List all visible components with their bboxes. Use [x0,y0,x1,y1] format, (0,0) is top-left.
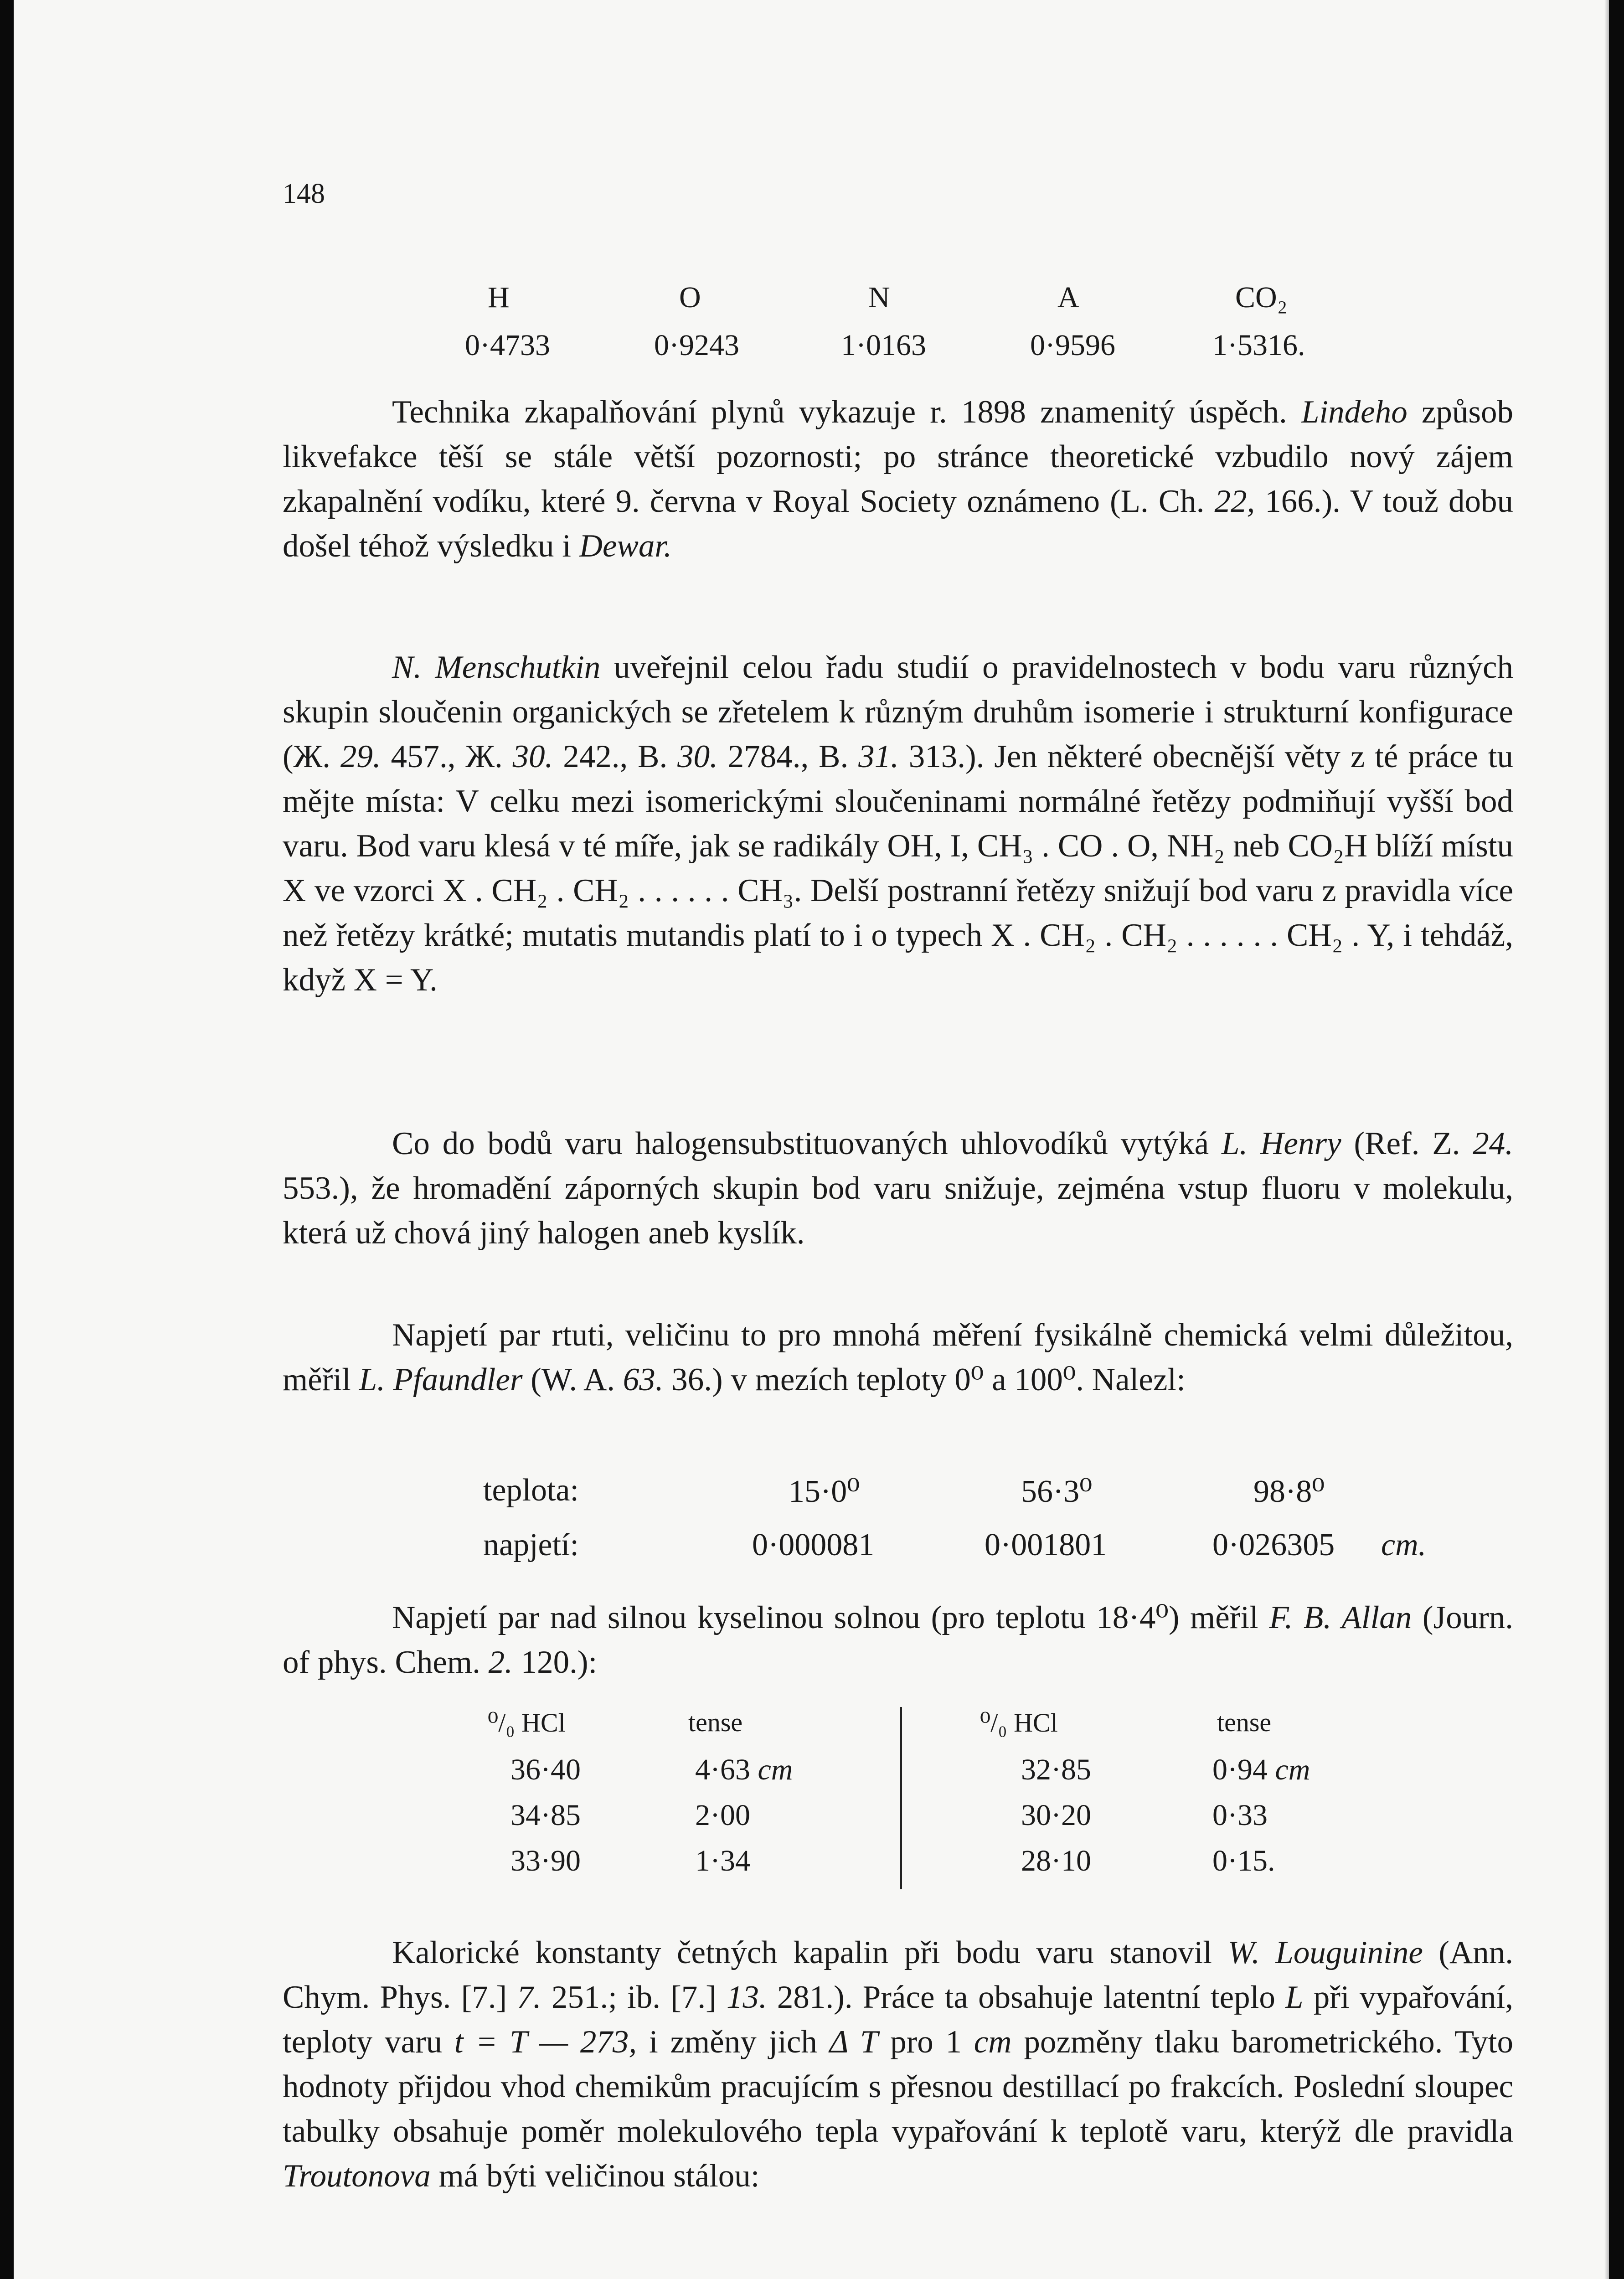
gas-header: CO₂ [1235,281,1288,314]
unit-cm: cm [758,1753,793,1786]
temperature-value: 15·0⁰ [789,1474,860,1509]
hcl-tense: 0·33 [1212,1799,1268,1832]
para1-text: 166.). V touž dobu došel téhož výsledku i [283,484,1513,564]
para2-text: uveřejnil celou řadu studií o pravidelnostech v bodu varu různých skupin sloučenin organických se zřetelem k různým druhům isomerie i strukturní konfigurace (Ж. [283,650,1514,774]
gas-header: H [488,281,510,314]
para4-text: (W. A. [522,1362,623,1397]
hcl-tense [695,1753,793,1787]
para3-text: Co do bodů varu halogensubstituovaných uhlovodíků vytýká [392,1126,1222,1161]
para6-text: (Ann. Chym. Phys. [7.] [283,1935,1514,2015]
author-trouton: Troutonova [283,2158,431,2194]
para2-text: 313.). Jen některé obecnější věty z té práce tu mějte místa: V celku mezi isomerickými sloučeninami normálné řetězy podmiňují vyšší bod varu. Bod varu klesá v té míře, jak se radikály OH, I, CH₃ . CO . O, NH₂ neb CO₂H blíží místu X ve vzorci X . CH₂ . CH₂ . . . . . . CH₃. Delší postranní řetězy snižují bod varu z pravidla více než řetězy krátké; mutatis mutandis platí to i o typech X . CH₂ . CH₂ . . . . . . CH₂ . Y, i tehdáž, když X = Y. [283,739,1513,998]
paragraph-henry [283,1121,1513,1255]
para2-text: 2784., B. [717,739,859,774]
para6-text: Kalorické konstanty četných kapalin při bodu varu stanovil [392,1935,1228,1970]
author-allan: F. B. Allan [1269,1600,1412,1635]
ref-volume: 24. [1473,1126,1513,1161]
para5-text: Napjetí par nad silnou kyselinou solnou (pro teplotu 18·4⁰) měřil [392,1600,1269,1635]
paragraph-technika [283,390,1513,568]
para4-text: 36.) v mezích teploty 0⁰ a 100⁰. Nalezl: [663,1362,1186,1397]
para5-text: 120.): [512,1645,598,1680]
hcl-tense: 1·34 [695,1844,750,1877]
hcl-pct: 33·90 [510,1844,581,1877]
para3-text: (Ref. Z. [1341,1126,1473,1161]
unit-cm: cm [974,2024,1012,2060]
formula-temperature: t = T — 273, [454,2024,637,2060]
row-label-napjeti: napjetí: [483,1527,579,1562]
author-dewar: Dewar. [579,528,672,564]
para6-text: 281.). Práce ta obsahuje latentní teplo [767,1980,1286,2015]
page-edge-shadow [1604,0,1609,2279]
gas-value: 0·4733 [465,329,550,362]
pressure-value: 0·026305 [1212,1527,1335,1562]
tense-value: 0·94 [1212,1753,1268,1786]
hcl-pct: 30·20 [1021,1799,1091,1832]
hcl-pct: 34·85 [510,1799,581,1832]
author-lindeho: Lindeho [1301,394,1407,430]
para2-text: 242., B. [553,739,678,774]
symbol-delta-t: Δ T [829,2024,878,2060]
hcl-pct: 36·40 [510,1753,581,1786]
para6-text: při vypařování, teploty varu [283,1980,1513,2060]
para3-text: 553.), že hromadění záporných skupin bod varu snižuje, zejména vstup fluoru v molekulu, která už chová jiný halogen aneb kyslík. [283,1170,1513,1251]
unit-cm: cm. [1381,1527,1427,1562]
paragraph-pfaundler [283,1313,1513,1402]
pressure-value: 0·001801 [985,1527,1107,1562]
ref-volume: 7. [517,1980,541,2015]
gas-value: 0·9243 [654,329,739,362]
author-henry: L. Henry [1222,1126,1341,1161]
author-pfaundler: L. Pfaundler [359,1362,523,1397]
hcl-tense: 2·00 [695,1799,750,1832]
hcl-pct: 28·10 [1021,1844,1091,1877]
hcl-tense [1212,1753,1310,1787]
header-tense: tense [688,1707,743,1737]
ref-volume: 30. [677,739,718,774]
para2-text: 457., Ж. [381,739,513,774]
author-louguinine: W. Louguinine [1227,1935,1423,1970]
paragraph-menschutkin [283,645,1513,1002]
para4-text: Napjetí par rtuti, veličinu to pro mnohá měření fysikálně chemická velmi důležitou, měřil [283,1317,1513,1397]
gas-value: 0·9596 [1030,329,1115,362]
gas-header: A [1057,281,1079,314]
unit-cm: cm [1275,1753,1310,1786]
gas-header: O [679,281,701,314]
paragraph-allan [283,1595,1513,1685]
gas-value: 1·0163 [841,329,926,362]
table-divider [900,1707,902,1889]
para6-text: má býti veličinou stálou: [430,2158,760,2194]
author-menschutkin: N. Menschutkin [392,650,601,685]
header-tense: tense [1217,1707,1272,1737]
temperature-value: 56·3⁰ [1021,1474,1093,1509]
ref-volume: 30. [512,739,553,774]
pressure-value: 0·000081 [752,1527,875,1562]
row-label-teplota: teplota: [483,1473,579,1508]
ref-volume: 63. [623,1362,664,1397]
page-number: 148 [283,178,325,209]
ref-volume: 31. [858,739,899,774]
para6-text: 251.; ib. [7.] [541,1980,727,2015]
header-pct-hcl: ⁰/₀ HCl [980,1708,1058,1738]
tense-value: 4·63 [695,1753,750,1786]
para6-text: i změny jich [637,2024,830,2060]
hcl-tense: 0·15. [1212,1844,1275,1877]
para1-text: Technika zkapalňování plynů vykazuje r. 1898 znamenitý úspěch. [392,394,1301,430]
paragraph-louguinine [283,1930,1513,2198]
book-page [14,0,1609,2279]
ref-volume: 29. [340,739,381,774]
hcl-pct: 32·85 [1021,1753,1091,1786]
temperature-value: 98·8⁰ [1253,1474,1325,1509]
para5-text: (Journ. of phys. Chem. [283,1600,1513,1680]
para6-text: pozměny tlaku barometrického. Tyto hodnoty přijdou vhod chemikům pracujícím s přesnou destillací po frakcích. Poslední sloupec tabulky obsahuje poměr molekulového tepla vypařování k teplotě varu, kterýž dle pravidla [283,2024,1513,2149]
ref-volume: 2. [488,1645,513,1680]
para6-text: pro 1 [878,2024,974,2060]
ref-volume: 13. [726,1980,767,2015]
gas-header: N [868,281,890,314]
header-pct-hcl: ⁰/₀ HCl [488,1708,566,1738]
ref-volume: 22, [1214,484,1255,519]
para1-text: způsob likvefakce těší se stále větší pozornosti; po stránce theoretické vzbudilo nový zájem zkapalnění vodíku, které 9. června v Royal Society oznámeno (L. Ch. [283,394,1513,519]
symbol-latent-heat: L [1285,1980,1304,2015]
gas-value: 1·5316. [1212,329,1305,362]
